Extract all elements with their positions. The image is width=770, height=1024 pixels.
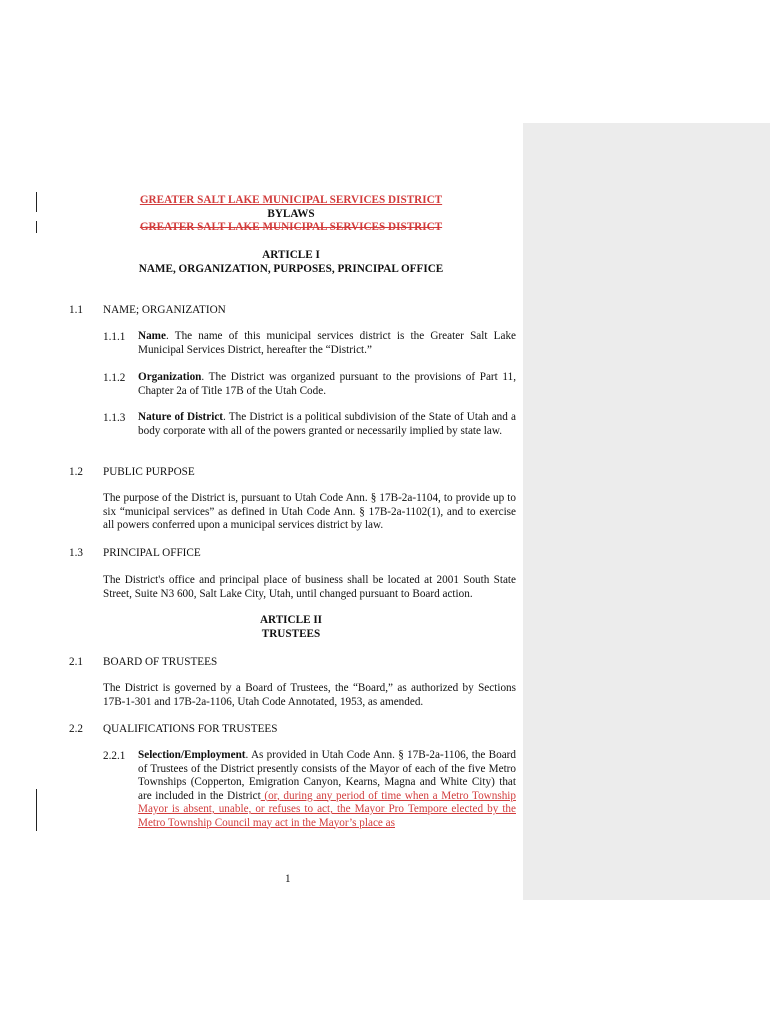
article-heading: ARTICLE II xyxy=(259,614,323,626)
section-number: 2.2 xyxy=(69,723,83,735)
inserted-text: (or, during any period of time when a Metro Township Mayor is absent, unable, or refuses to act, the Mayor Pro Tempore elected by the Metro Township Council may act in the Mayor’s place as xyxy=(138,789,517,829)
subtitle: BYLAWS xyxy=(267,208,315,220)
section-title: BOARD OF TRUSTEES xyxy=(103,656,218,668)
subsection-number: 2.2.1 xyxy=(103,750,126,762)
subsection-text: Nature of District. The District is a political subdivision of the State of Utah and a body corporate with all of the powers granted or necessarily implied by state law. xyxy=(138,411,516,437)
section-number: 1.1 xyxy=(69,304,83,316)
subsection-number: 1.1.2 xyxy=(103,372,126,384)
section-text: The District's office and principal place of business shall be located at 2001 South State Street, Suite N3 600, Salt Lake City, Utah, until changed pursuant to Board action. xyxy=(103,574,516,600)
article-title: TRUSTEES xyxy=(261,628,321,640)
subsection-text: Organization. The District was organized pursuant to the provisions of Part 11, Chapter 2a of Title 17B of the Utah Code. xyxy=(138,371,516,397)
section-number: 2.1 xyxy=(69,656,83,668)
page-number: 1 xyxy=(285,873,291,885)
subsection-number: 1.1.1 xyxy=(103,331,126,343)
section-title: PRINCIPAL OFFICE xyxy=(103,547,201,559)
title-inserted: GREATER SALT LAKE MUNICIPAL SERVICES DISTRICT xyxy=(139,194,443,206)
title-deleted: GREATER SALT LAKE MUNICIPAL SERVICES DISTRICT xyxy=(139,221,443,233)
section-title: QUALIFICATIONS FOR TRUSTEES xyxy=(103,723,278,735)
comment-margin-pane xyxy=(523,123,770,900)
subsection-text: Name. The name of this municipal services district is the Greater Salt Lake Municipal Services District, hereafter the “District.” xyxy=(138,330,516,356)
section-text: The District is governed by a Board of Trustees, the “Board,” as authorized by Sections 17B-1-301 and 17B-2a-1106, Utah Code Annotated, 1953, as amended. xyxy=(103,682,516,708)
section-title: NAME; ORGANIZATION xyxy=(103,304,226,316)
section-number: 1.3 xyxy=(69,547,83,559)
subsection-number: 1.1.3 xyxy=(103,412,126,424)
section-number: 1.2 xyxy=(69,466,83,478)
article-title: NAME, ORGANIZATION, PURPOSES, PRINCIPAL OFFICE xyxy=(138,263,444,275)
article-heading: ARTICLE I xyxy=(262,249,320,261)
subsection-text: Selection/Employment. As provided in Utah Code Ann. § 17B-2a-1106, the Board of Trustees of the District presently consists of the Mayor of each of the five Metro Townships (Copperton, Emigration Canyon, Kearns, Magna and White City) that are included in the District (or, during any period of time when a Metro Township Mayor is absent, unable, or refuses to act, the Mayor Pro Tempore elected by the Metro Township Council may act in the Mayor’s place as xyxy=(138,749,517,829)
section-title: PUBLIC PURPOSE xyxy=(103,466,195,478)
section-text: The purpose of the District is, pursuant to Utah Code Ann. § 17B-2a-1104, to provide up to six “municipal services” as defined in Utah Code Ann. § 17B-2a-1102(1), and to exercise all powers conferred upon a municipal services district by law. xyxy=(103,492,516,531)
